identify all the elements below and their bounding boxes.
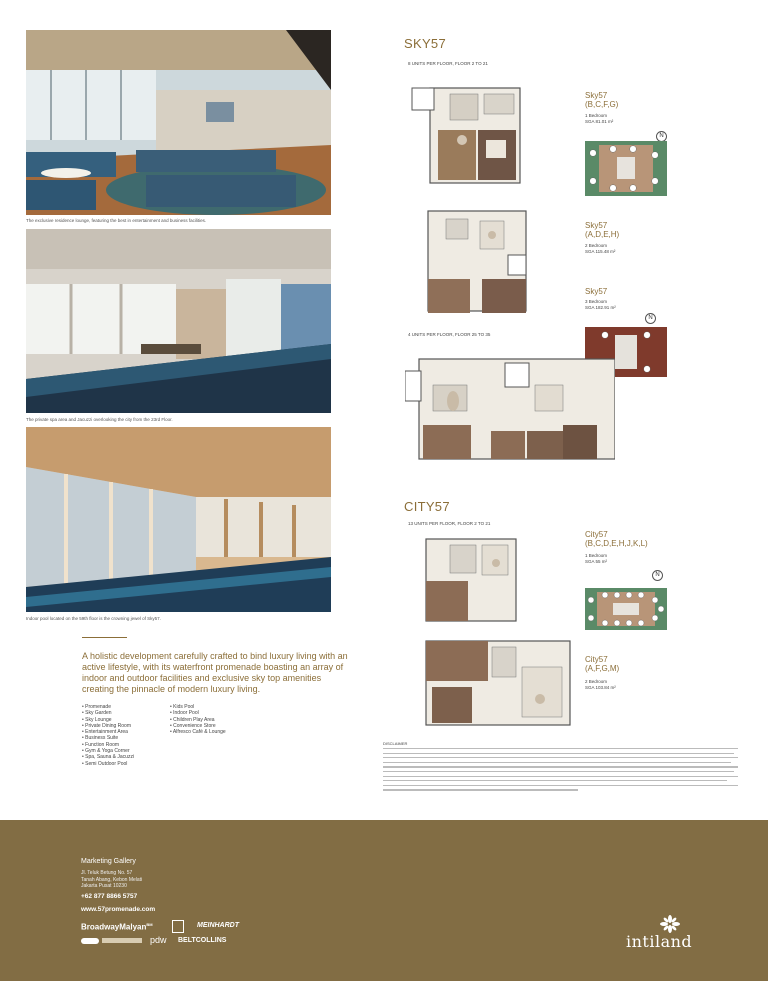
sky57-subtitle-floors-25-35: 4 UNITS PER FLOOR, FLOOR 25 TO 35 [408, 332, 491, 337]
photo-caption-spa: The private spa area and Jacuzzi overlooking the city from the 23rd Floor. [26, 417, 173, 422]
unit-bedrooms: 2 Bedroom [585, 243, 608, 248]
amenity-item: • Alfresco Café & Lounge [170, 729, 226, 735]
floorplan-city57-2bedroom [422, 637, 574, 734]
photo-indoor-pool [26, 427, 331, 612]
unit-sky57-3bed-name [585, 287, 607, 296]
city57-title: CITY57 [404, 499, 450, 514]
amenity-item: • Spa, Sauna & Jacuzzi [82, 754, 134, 760]
address [81, 870, 142, 890]
marketing-gallery-title: Marketing Gallery [81, 858, 136, 865]
keyplan-city57 [585, 588, 667, 635]
belt-collins-logo: BELTCOLLINS [178, 937, 227, 944]
unit-sky57-1bed-desc [585, 113, 613, 125]
amenity-item: • Sky Garden [82, 710, 134, 716]
amenity-item: • Children Play Area [170, 717, 226, 723]
amenities-list-1 [82, 704, 134, 767]
unit-sga: SGA 81.01 m² [585, 119, 614, 124]
unit-city57-1bed-desc [585, 553, 607, 565]
floorplan-sky57-2bedroom [420, 205, 535, 325]
amenity-item: • Indoor Pool [170, 710, 226, 716]
unit-sga: SGA 115.48 m² [585, 249, 616, 254]
unit-sky57-2bed-name [585, 221, 619, 239]
unit-city57-1bed-name [585, 530, 648, 548]
unit-sky57-3bed-desc [585, 299, 616, 311]
unit-bedrooms: 2 Bedroom [585, 679, 608, 684]
broadway-malyan-logo-sup: BM [146, 922, 153, 927]
photo-caption-pool: Indoor pool located on the 59th floor is the crowning jewel of Sky57. [26, 616, 161, 621]
amenity-item: • Function Room [82, 742, 134, 748]
photo-private-spa [26, 229, 331, 413]
amenities-list-2 [170, 704, 226, 735]
broadway-malyan-logo [81, 922, 153, 932]
unit-name-line: (A,D,E,H) [585, 230, 620, 239]
amenity-item: • Gym & Yoga Corner [82, 748, 134, 754]
partner-emblem-logo [172, 920, 184, 933]
amenity-item: • Private Dining Room [82, 723, 134, 729]
unit-sky57-1bed-name [585, 91, 618, 109]
unit-name-line: Sky57 [585, 287, 608, 296]
unit-name-line: City57 [585, 655, 608, 664]
unit-name-line: Sky57 [585, 221, 608, 230]
north-arrow-icon: N [645, 313, 656, 324]
city57-subtitle: 13 UNITS PER FLOOR, FLOOR 2 TO 21 [408, 521, 491, 526]
sky57-title: SKY57 [404, 36, 446, 51]
unit-name-line: (A,F,G,M) [585, 664, 620, 673]
floorplan-sky57-1bedroom [410, 80, 530, 195]
intiland-flower-icon [660, 915, 680, 933]
amenity-item: • Kids Pool [170, 704, 226, 710]
unit-name-line: (B,C,D,E,H,J,K,L) [585, 539, 648, 548]
divider-line [82, 637, 127, 638]
broadway-malyan-logo-text: BroadwayMalyan [81, 922, 147, 932]
north-arrow-icon: N [656, 131, 667, 142]
unit-bedrooms: 3 Bedroom [585, 299, 608, 304]
website-link[interactable]: www.57promenade.com [81, 906, 156, 913]
unit-bedrooms: 1 Bedroom [585, 113, 608, 118]
amenity-item: • Promenade [82, 704, 134, 710]
sky57-subtitle-floors-2-21: 8 UNITS PER FLOOR, FLOOR 2 TO 21 [408, 61, 488, 66]
address-line: Jakarta Pusat 10230 [81, 883, 127, 889]
unit-name-line: City57 [585, 530, 608, 539]
floorplan-city57-1bedroom [420, 535, 520, 630]
address-line: Jl. Teluk Betung No. 57 [81, 870, 133, 876]
disclaimer-text-block [383, 748, 738, 788]
amenity-item: • Semi Outdoor Pool [82, 761, 134, 767]
photo-residence-lounge [26, 30, 331, 215]
phone-number[interactable]: +62 877 8866 5757 [81, 893, 138, 900]
amenity-item: • Entertainment Area [82, 729, 134, 735]
amenity-item: • Business Suite [82, 735, 134, 741]
unit-sky57-2bed-desc [585, 243, 615, 255]
amenity-item: • Convenience Store [170, 723, 226, 729]
unit-city57-2bed-name [585, 655, 619, 673]
unit-sga: SGA 182.91 m² [585, 305, 616, 310]
meinhardt-logo: MEINHARDT [197, 922, 239, 929]
unit-name-line: (B,C,F,G) [585, 100, 619, 109]
disclaimer-title: DISCLAIMER [383, 741, 408, 746]
keyplan-sky57-floor2-21 [585, 141, 667, 201]
consultant-name-logo [102, 938, 142, 943]
unit-sga: SGA 55 m² [585, 559, 608, 564]
unit-name-line: Sky57 [585, 91, 608, 100]
photo-caption-lounge: The exclusive residence lounge, featuring the best in entertainment and business facilities. [26, 218, 207, 223]
floorplan-sky57-3bedroom [405, 345, 615, 470]
footer [0, 820, 768, 981]
intro-paragraph: A holistic development carefully crafted to bind luxury living with an active lifestyle, with its waterfront promenade boasting an array of indoor and outdoor facilities and exclusive sky top amenities creating the pinnacle of modern luxury living. [82, 651, 348, 694]
north-arrow-icon: N [652, 570, 663, 581]
intiland-logo: intiland [626, 932, 693, 951]
unit-city57-2bed-desc [585, 679, 616, 691]
consultant-emblem-logo [81, 938, 99, 944]
amenity-item: • Sky Lounge [82, 717, 134, 723]
unit-bedrooms: 1 Bedroom [585, 553, 608, 558]
unit-sga: SGA 103.84 m² [585, 685, 616, 690]
pdw-logo: pdw [150, 935, 167, 945]
address-line: Tanah Abang, Kebon Melati [81, 876, 143, 883]
